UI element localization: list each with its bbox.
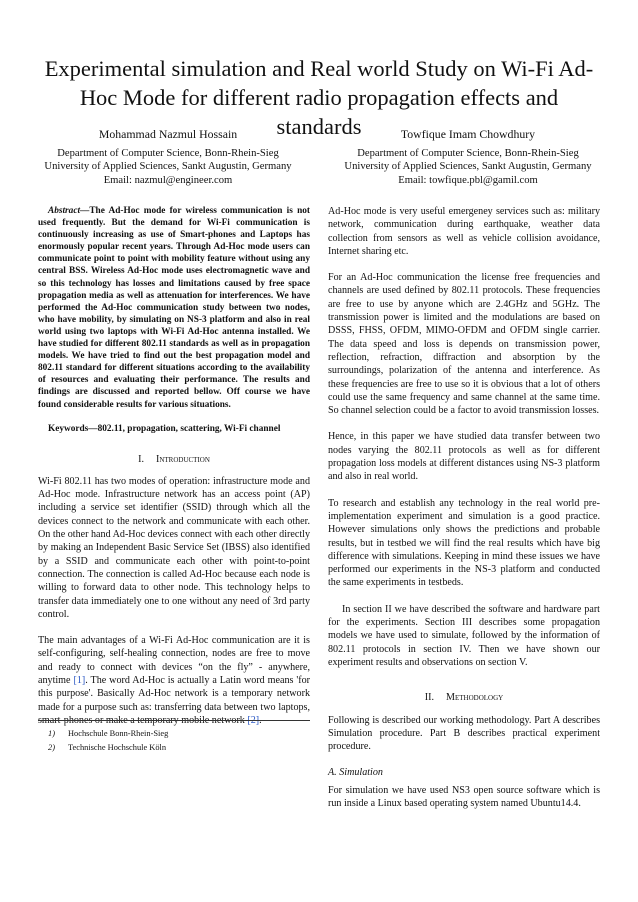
footnote-text: Hochschule Bonn-Rhein-Sieg <box>68 729 169 738</box>
body-paragraph: To research and establish any technology in the real world pre-implementation experiment and simulation is a good practice. However simulations only shows the predictions and probable results, but in testbed we will find the real results which have big difference with simulations. Keeping in mind these issues we have performed our experiments in the NS-3 platform and conducted the same experiments in testbeds. <box>328 497 600 589</box>
footnote-text: Technische Hochschule Köln <box>68 743 167 752</box>
author-block-1 <box>33 128 303 187</box>
body-paragraph: For simulation we have used NS3 open source software which is run inside a Linux based operating system named Ubuntu14.4. <box>328 784 600 809</box>
intro-paragraph-1: Wi-Fi 802.11 has two modes of operation: infrastructure mode and Ad-Hoc mode. Infrastructure network has an access point (AP) including a service set identifier (SSID) through which all the devices connect to the network and communicate with each other. On the other hand Ad-Hoc devices connect with each other directly by making an Independent Basic Service Set (IBSS) also identified by a SSID and communicate each other with point-to-point connection. The connection is called Ad-Hoc because each node is willing to forward data to other node. This technology helps to transfer data immediately one to one without any need of 3rd party control. <box>38 475 310 620</box>
author-university: University of Applied Sciences, Sankt Augustin, Germany <box>344 161 592 173</box>
body-paragraph: For an Ad-Hoc communication the license free frequencies and channels are used defined by 802.11 protocols. These frequencies are free to use by anyone which are 2.4GHz and 5GHz. The transmission power is limited and the modulations are based on DSSS, FHSS, OFDM, MIMO-OFDM and OFDM single carrier. The data speed and loss is depends on transmission power, reflection, refraction, diffraction and absorption by the surroundings, polarization of the antenna and interference. As these frequencies are free to use so it is obvious that a lot of others could use the same frequency and same channel at the same time. So channel selection could be a factor to avoid transmission losses. <box>328 272 600 417</box>
right-column <box>328 205 600 823</box>
citation-link-2[interactable]: [2] <box>247 714 260 726</box>
footnote <box>48 741 168 755</box>
section-number: II. <box>424 692 435 704</box>
paragraph-text: The main advantages of a Wi-Fi Ad-Hoc communication are it is self-configuring, self-healing connection, nodes are free to move and ready to connect with devices “on the fly” - anywhere, anytime <box>38 635 310 687</box>
section-title: Introduction <box>155 453 210 465</box>
author-university: University of Applied Sciences, Sankt Augustin, Germany <box>44 161 292 173</box>
section-title: Methodology <box>446 692 504 704</box>
paragraph-text: . The word Ad-Hoc is actually a Latin word means 'for this purpose'. Basically Ad-Hoc network is a temporary network made for a purpose such as: transferring data between two laptops, smart-phones or make a temporary mobile network <box>38 675 310 726</box>
section-heading-introduction <box>38 453 310 466</box>
section-number: I. <box>138 453 144 465</box>
paragraph-text: . <box>259 714 262 726</box>
footnotes <box>48 727 168 755</box>
author-name: Mohammad Nazmul Hossain <box>98 127 238 141</box>
author-block-2 <box>333 128 603 187</box>
abstract <box>38 205 310 411</box>
body-paragraph: In section II we have described the software and hardware part for the experiments. Section III describes some propagation models we have used to simulate, followed by the information of 802.11 protocols in section IV. Then we have shown our experiment results and observations on section V. <box>328 603 600 668</box>
footnote-divider <box>38 720 310 721</box>
intro-paragraph-2 <box>38 634 310 727</box>
author-email: Email: towfique.pbl@gamil.com <box>398 174 538 186</box>
author-department: Department of Computer Science, Bonn-Rhein-Sieg <box>57 147 279 159</box>
footnote <box>48 727 168 741</box>
footnote-mark: 2) <box>48 743 55 752</box>
citation-link-1[interactable]: [1] <box>73 675 86 687</box>
author-email: Email: nazmul@engineer.com <box>103 174 233 186</box>
body-paragraph: Following is described our working methodology. Part A describes Simulation procedure. Part B describes practical experiment procedure. <box>328 714 600 753</box>
left-column <box>38 205 310 740</box>
author-name: Towfique Imam Chowdhury <box>400 127 536 141</box>
abstract-label: Abstract <box>48 206 81 216</box>
footnote-mark: 1) <box>48 729 55 738</box>
author-department: Department of Computer Science, Bonn-Rhein-Sieg <box>357 147 579 159</box>
body-paragraph: Ad-Hoc mode is very useful emergeney services such as: military network, communication during earthquake, weather data collection from sensors as well as vehicle collision avoidance, Internet sharing etc. <box>328 206 600 257</box>
subsection-heading-simulation: A. Simulation <box>328 767 383 779</box>
paper-title: Experimental simulation and Real world Study on Wi-Fi Ad-Hoc Mode for different radio propagation effects and standards <box>44 56 594 139</box>
body-paragraph: Hence, in this paper we have studied data transfer between two nodes varying the 802.11 protocols as well as for different propagation loss models at different distances using NS-3 platform and also in real world. <box>328 431 600 483</box>
section-heading-methodology <box>328 691 600 704</box>
keywords: Keywords—802.11, propagation, scattering, Wi-Fi channel <box>48 423 281 434</box>
abstract-text: —The Ad-Hoc mode for wireless communication is not used frequently. But the demand for Wi-Fi communication is continuously increasing as use of Smart-phones and Laptops has enormously popular recent years. Through Ad-Hoc mode users can communicate point to point with mobility feature without using any central BSS. Wireless Ad-Hoc mode uses electromagnetic wave and so this technology has losses and limitations caused by free space propagation media as well as attenuation for interferences. We have performed the Ad-Hoc communication study between two nodes, who have mobility, by simulating on NS-3 platform and also in real world using two laptops with Wi-Fi Ad-Hoc antenna installed. We have studied for different 802.11 standards as well as in propagation models. We have tried to find out the best propagation model and 802.11 standard for different situations according to the availability of resources and evaluating their performance. The results and findings are discussed and reported bellow. Off course we have found considerable results for various situations. <box>38 206 310 410</box>
